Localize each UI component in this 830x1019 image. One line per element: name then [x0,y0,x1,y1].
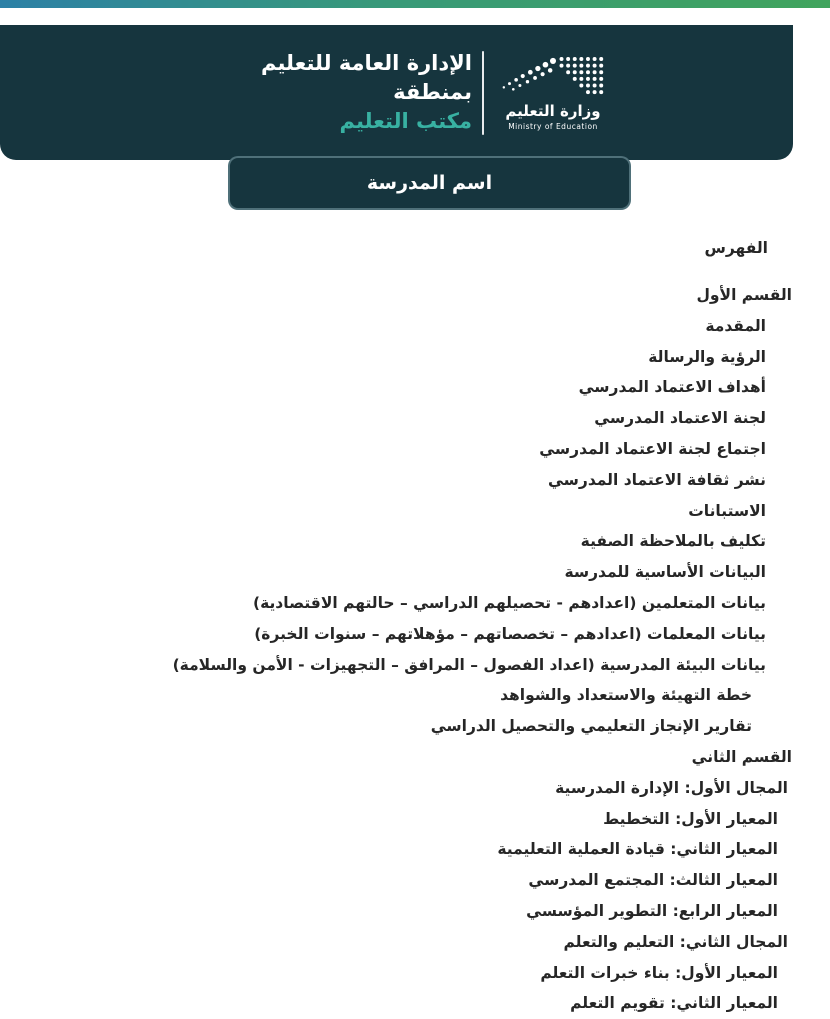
toc-item: بيانات المعلمات (اعدادهم – تخصصاتهم – مؤهلاتهم – سنوات الخبرة) [254,624,766,643]
toc-item: نشر ثقافة الاعتماد المدرسي [547,470,766,489]
toc-item: خطة التهيئة والاستعداد والشواهد [500,686,752,705]
vertical-divider [482,51,484,135]
org-title-block [261,49,472,136]
ministry-logo-icon [501,54,605,100]
toc-item: تكليف بالملاحظة الصفية [580,532,766,551]
toc-item: المجال الثاني: التعليم والتعلم [563,932,788,951]
org-line-1: الإدارة العامة للتعليم [261,51,472,75]
ministry-logo [494,54,612,131]
toc-item: المعيار الثاني: تقويم التعلم [570,994,778,1013]
toc-item: بيانات المتعلمين (اعدادهم - تحصيلهم الدراسي – حالتهم الاقتصادية) [253,593,766,612]
toc-item: القسم الأول [696,286,792,304]
toc-item: المعيار الثاني: قيادة العملية التعليمية [497,840,778,859]
toc-item: بيانات البيئة المدرسية (اعداد الفصول – المرافق – التجهيزات - الأمن والسلامة) [172,655,766,674]
org-line-3: مكتب التعليم [339,109,472,133]
toc-item: الرؤية والرسالة [648,347,766,366]
toc-item: المقدمة [705,316,766,335]
toc-item: القسم الثاني [691,747,792,766]
toc-item: البيانات الأساسية للمدرسة [564,563,766,582]
toc-item: تقارير الإنجاز التعليمي والتحصيل الدراسي [430,717,752,736]
org-line-2: بمنطقة [393,80,472,104]
ministry-name-english: Ministry of Education [508,122,598,131]
toc-item: المعيار الأول: بناء خبرات التعلم [540,963,778,982]
toc-list [0,280,830,1019]
toc-item: المعيار الرابع: التطوير المؤسسي [526,901,778,920]
ministry-name-arabic: وزارة التعليم [505,102,601,120]
toc-item: المعيار الأول: التخطيط [603,809,778,828]
table-of-contents [0,234,830,1019]
school-name-label: اسم المدرسة [366,172,493,194]
toc-item: المجال الأول: الإدارة المدرسية [555,778,788,797]
toc-item: أهداف الاعتماد المدرسي [578,378,766,397]
letterhead-content [261,25,612,160]
toc-item: المعيار الثالث: المجتمع المدرسي [528,871,778,890]
toc-item: لجنة الاعتماد المدرسي [594,409,766,428]
toc-item: الاستبانات [688,501,766,520]
school-name-box [228,156,631,210]
toc-item: اجتماع لجنة الاعتماد المدرسي [539,439,766,458]
top-gradient-strip [0,0,830,8]
letterhead-band [0,25,793,160]
toc-heading: الفهرس [704,239,768,257]
